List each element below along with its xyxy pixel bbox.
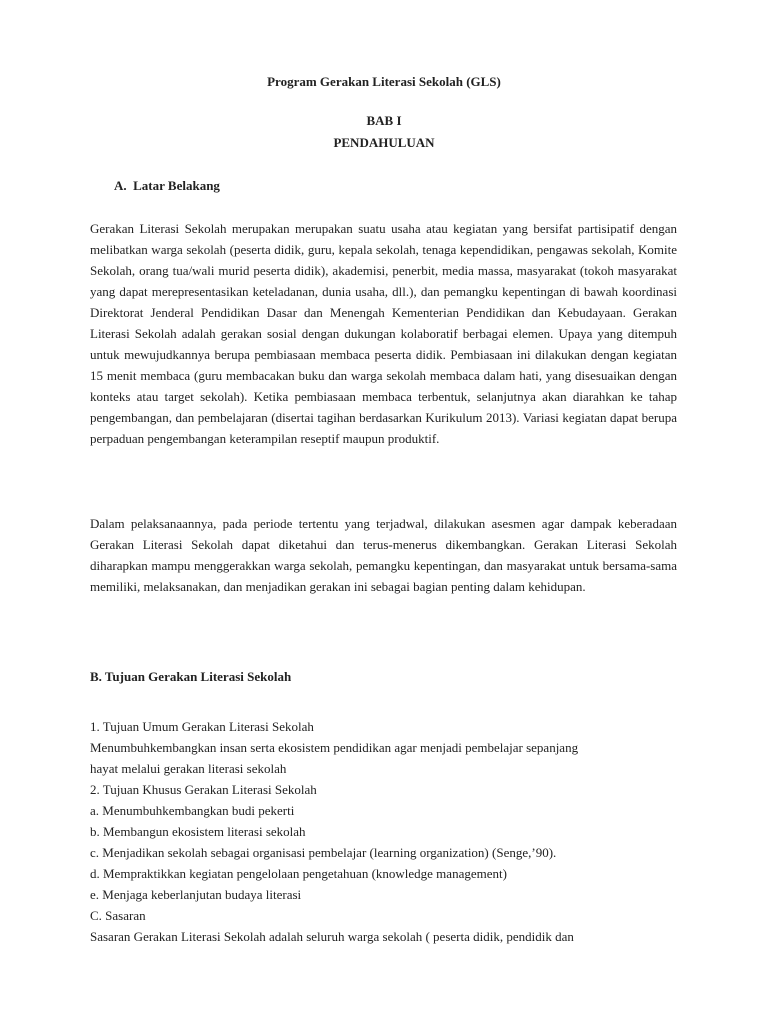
goal-list-item: b. Membangun ekosistem literasi sekolah — [90, 824, 306, 839]
goal-list-item: d. Mempraktikkan kegiatan pengelolaan pengetahuan (knowledge management) — [90, 866, 507, 881]
section-a-heading: A. Latar Belakang — [114, 178, 220, 193]
chapter-title: PENDAHULUAN — [333, 135, 435, 150]
paragraph-background-2: Dalam pelaksanaannya, pada periode tertentu yang terjadwal, dilakukan asesmen agar dampak keberadaan Gerakan Literasi Sekolah dapat diketahui dan terus-menerus dikembangkan. Gerakan Literasi Sekolah diharapkan mampu menggerakkan warga sekolah, pemangku kepentingan, dan masyarakat untuk bersama-sama memiliki, melaksanakan, dan menjadikan gerakan ini sebagai bagian penting dalam kehidupan. — [90, 516, 677, 594]
goal-specific-heading: 2. Tujuan Khusus Gerakan Literasi Sekolah — [90, 782, 317, 797]
goal-list-item: e. Menjaga keberlanjutan budaya literasi — [90, 887, 302, 902]
goal-general-text-line: hayat melalui gerakan literasi sekolah — [90, 761, 287, 776]
target-text-line: Sasaran Gerakan Literasi Sekolah adalah seluruh warga sekolah ( peserta didik, pendidik dan — [90, 929, 574, 944]
document-title: Program Gerakan Literasi Sekolah (GLS) — [267, 74, 501, 89]
goal-general-heading: 1. Tujuan Umum Gerakan Literasi Sekolah — [90, 719, 314, 734]
section-c-heading: C. Sasaran — [90, 908, 146, 923]
goal-list-item: a. Menumbuhkembangkan budi pekerti — [90, 803, 295, 818]
chapter-number: BAB I — [366, 113, 402, 128]
goal-list-item: c. Menjadikan sekolah sebagai organisasi pembelajar (learning organization) (Senge,’90). — [90, 845, 557, 860]
paragraph-background-1: Gerakan Literasi Sekolah merupakan merupakan suatu usaha atau kegiatan yang bersifat partisipatif dengan melibatkan warga sekolah (peserta didik, guru, kepala sekolah, tenaga kependidikan, pengawas sekolah, Komite Sekolah, orang tua/wali murid peserta didik), akademisi, penerbit, media massa, masyarakat (tokoh masyarakat yang dapat merepresentasikan keteladanan, dunia usaha, dll.), dan pemangku kepentingan di bawah koordinasi Direktorat Jenderal Pendidikan Dasar dan Menengah Kementerian Pendidikan dan Kebudayaan. Gerakan Literasi Sekolah adalah gerakan sosial dengan dukungan kolaboratif berbagai elemen. Upaya yang ditempuh untuk mewujudkannya berupa pembiasaan membaca peserta didik. Pembiasaan ini dilakukan dengan kegiatan 15 menit membaca (guru membacakan buku dan warga sekolah membaca dalam hati, yang disesuaikan dengan konteks atau target sekolah). Ketika pembiasaan membaca terbentuk, selanjutnya akan diarahkan ke tahap pengembangan, dan pembelajaran (disertai tagihan berdasarkan Kurikulum 2013). Variasi kegiatan dapat berupa perpaduan pengembangan keterampilan reseptif maupun produktif. — [90, 221, 677, 446]
section-b-heading: B. Tujuan Gerakan Literasi Sekolah — [90, 669, 292, 684]
goal-general-text-line: Menumbuhkembangkan insan serta ekosistem pendidikan agar menjadi pembelajar sepanjang — [90, 740, 579, 755]
